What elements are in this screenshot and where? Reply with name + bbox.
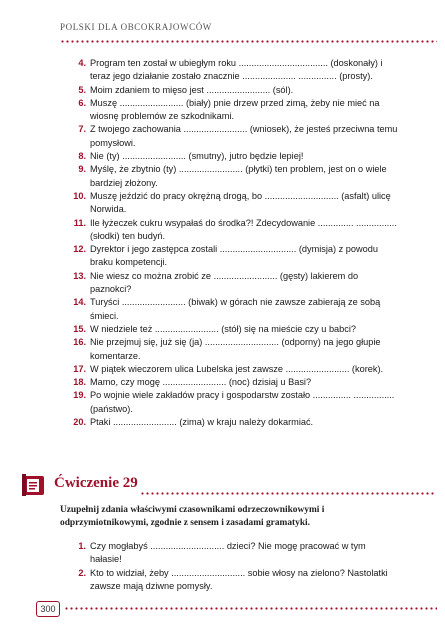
footer-dotted-rule xyxy=(64,607,437,610)
item-text: Kto to widział, żeby ............................. sobie włosy na zielono? Nastolatki zawsze mają dziwne pomysły. xyxy=(90,567,388,591)
item-text: Turyści ......................... (biwak) w górach nie zawsze zabierają ze sobą śmieci. xyxy=(90,297,381,321)
list-item xyxy=(60,323,398,336)
item-number: 5. xyxy=(78,84,86,95)
list-item xyxy=(60,567,398,594)
list-item xyxy=(60,389,398,416)
item-text: Ptaki ......................... (zima) w kraju należy dokarmiać. xyxy=(90,417,314,428)
item-number: 11. xyxy=(73,217,86,228)
list-item xyxy=(60,57,398,84)
list-item xyxy=(60,296,398,323)
item-number: 1. xyxy=(78,541,86,551)
list-item xyxy=(60,190,398,217)
item-number: 20. xyxy=(73,417,86,428)
item-text: Myślę, że zbytnio (ty) ......................... (płytki) ten problem, jest on o wiele bardziej złożony. xyxy=(90,164,387,188)
header-dotted-rule xyxy=(60,40,437,43)
item-text: Z twojego zachowania ......................... (wniosek), że jesteś przeciwna temu pomysłowi. xyxy=(90,124,398,148)
item-text: W niedziele też ......................... (stół) się na mieście czy u babci? xyxy=(90,323,357,334)
list-item xyxy=(60,123,398,150)
item-number: 9. xyxy=(78,164,86,175)
item-number: 8. xyxy=(78,151,86,162)
list-item xyxy=(60,416,398,429)
exercise-book-icon xyxy=(22,473,46,497)
exercise-list xyxy=(60,57,398,429)
item-number: 19. xyxy=(73,390,86,401)
running-header: POLSKI DLA OBCOKRAJOWCÓW xyxy=(60,22,212,32)
list-item xyxy=(60,540,398,567)
item-number: 4. xyxy=(78,58,86,68)
list-item xyxy=(60,243,398,270)
item-text: Muszę ......................... (biały) pnie drzew przed zimą, żeby nie mieć na wiosnę problemów ze szkodnikami. xyxy=(90,97,380,122)
list-item xyxy=(60,163,398,190)
exercise-heading-dotted-rule xyxy=(140,492,435,495)
item-number: 17. xyxy=(73,363,86,374)
exercise-title: Ćwiczenie 29 xyxy=(54,475,138,491)
item-text: Muszę jeździć do pracy okrężną drogą, bo ............................. (asfalt) ulicę Norwida. xyxy=(90,190,391,215)
item-text: Ile łyżeczek cukru wsypałaś do środka?! Zdecydowanie .............. ................ (słodki) ten budyń. xyxy=(90,217,397,241)
item-text: Dyrektor i jego zastępca zostali .............................. (dymisja) z powodu braku kompetencji. xyxy=(90,244,378,268)
list-item xyxy=(60,270,398,297)
list-item xyxy=(60,336,398,363)
list-item xyxy=(60,363,398,376)
list-item xyxy=(60,84,398,97)
item-number: 15. xyxy=(73,323,86,334)
list-item xyxy=(60,97,398,124)
list-item xyxy=(60,150,398,163)
item-text: Nie przejmuj się, już się (ja) ............................. (odporny) na jego głupie komentarze. xyxy=(90,337,381,361)
item-number: 2. xyxy=(78,567,86,578)
item-text: Moim zdaniem to mięso jest ......................... (sól). xyxy=(90,84,294,95)
item-number: 12. xyxy=(73,244,86,255)
item-number: 6. xyxy=(78,97,86,108)
item-text: Mamo, czy mogę ......................... (noc) dzisiaj u Basi? xyxy=(90,377,312,388)
item-text: Po wojnie wiele zakładów pracy i gospodarstw zostało ............... ................ (państwo). xyxy=(90,390,395,414)
item-number: 18. xyxy=(73,377,86,388)
item-number: 7. xyxy=(78,124,86,135)
page-number: 300 xyxy=(36,601,60,617)
item-number: 14. xyxy=(73,297,86,308)
exercise2-list xyxy=(60,540,398,593)
item-text: Program ten został w ubiegłym roku ................................... (doskonały) i teraz jego działanie zostało znacznie ..................... ............... (prosty). xyxy=(90,58,383,82)
item-text: W piątek wieczorem ulica Lubelska jest zawsze ......................... (korek). xyxy=(90,363,384,374)
item-number: 13. xyxy=(73,270,86,281)
item-text: Nie wiesz co można zrobić ze ......................... (gęsty) lakierem do paznokci? xyxy=(90,270,359,295)
exercise-instruction: Uzupełnij zdania właściwymi czasownikami odrzeczownikowymi i odprzymiotnikowymi, zgodnie z sensem i zasadami gramatyki. xyxy=(60,505,325,528)
list-item xyxy=(60,217,398,244)
item-number: 16. xyxy=(73,337,86,348)
item-text: Czy mogłabyś ............................. dzieci? Nie mogę pracować w tym hałasie! xyxy=(90,541,366,565)
item-number: 10. xyxy=(73,190,86,201)
list-item xyxy=(60,376,398,389)
item-text: Nie (ty) ......................... (smutny), jutro będzie lepiej! xyxy=(90,151,304,162)
